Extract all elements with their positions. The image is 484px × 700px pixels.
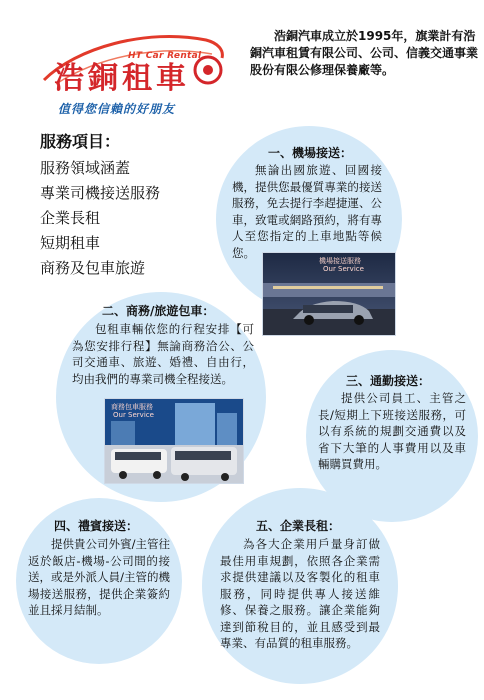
business-photo-caption: 商務包車服務 — [111, 403, 153, 411]
airport-body: 無論出國旅遊、回國接機，提供您最優質專業的接送服務，免去提行李趕捷運、公車，致電或網路預約，將有專人至您指定的上車地點等候您。 — [232, 163, 382, 260]
vip-body: 提供貴公司外賓/主管往返於飯店-機場-公司間的接送，或是外派人員/主管的機場接送服務，提供企業簽約並且採月結制。 — [28, 537, 170, 617]
intro-text: 浩銅汽車成立於1995年，旗業計有浩銅汽車租賃有限公司、公司、信義交通事業股份有限公修理保養廠等。 — [250, 29, 479, 77]
logo-chinese-name: 浩銅租車 — [54, 61, 190, 96]
vip-title: 四、禮賓接送： — [54, 519, 139, 533]
service-item: 服務領域涵蓋 — [40, 159, 131, 177]
logo-slogan: 值得您信賴的好朋友 — [58, 102, 176, 116]
service-item: 專業司機接送服務 — [40, 184, 161, 202]
services-list — [40, 130, 210, 281]
airport-photo-caption: 機場接送服務 — [319, 257, 361, 265]
business-photo — [104, 398, 244, 484]
longterm-body: 為各大企業用戶量身訂做最佳用車規劃，依照各企業需求提供建議以及客製化的租車服務，同時提供專人接送維修、保養之服務。讓企業能夠達到節稅目的，並且感受到最專業、有品質的租車服務。 — [220, 537, 380, 650]
service-item: 商務及包車旅遊 — [40, 259, 146, 277]
airport-title: 一、機場接送： — [268, 146, 353, 160]
services-title: 服務項目： — [40, 132, 121, 151]
airport-photo — [262, 252, 396, 336]
commute-title: 三、通勤接送： — [346, 374, 431, 388]
service-item: 企業長租 — [40, 209, 101, 227]
business-body: 包租車輛依您的行程安排【可為您安排行程】無論商務洽公、公司交通車、旅遊、婚禮、自由行，均由我們的專業司機全程接送。 — [72, 322, 254, 386]
logo-english-name: HT Car Rental — [128, 51, 202, 61]
company-logo — [36, 18, 236, 114]
longterm-title: 五、企業長租： — [256, 519, 341, 533]
business-title: 二、商務/旅遊包車： — [102, 304, 215, 318]
company-intro — [250, 28, 478, 79]
business-photo-caption-en: Our Service — [113, 411, 154, 419]
airport-photo-caption-en: Our Service — [323, 265, 364, 273]
service-item: 短期租車 — [40, 234, 101, 252]
commute-body: 提供公司員工、主管之長/短期上下班接送服務，可以有系統的規劃交通費以及省下大筆的人事費用以及車輛購買費用。 — [318, 391, 466, 471]
